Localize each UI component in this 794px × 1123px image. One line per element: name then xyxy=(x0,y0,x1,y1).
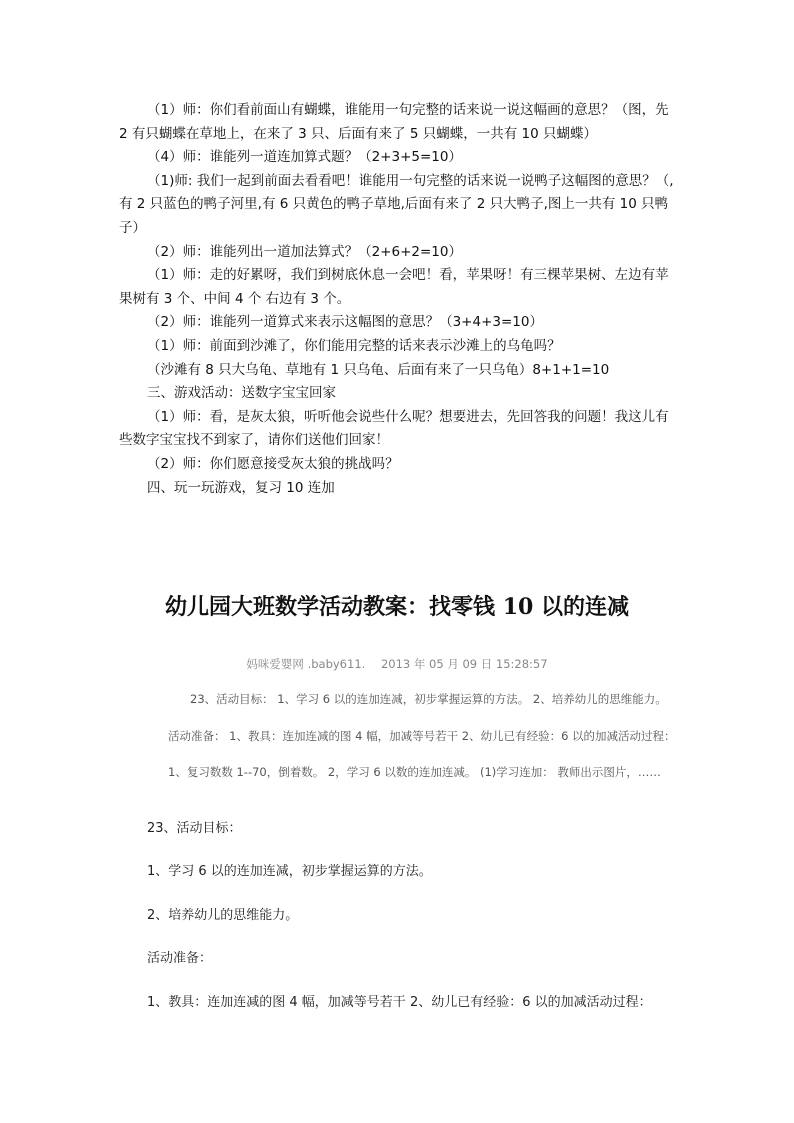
body-line: 1、教具：连加连减的图 4 幅，加减等号若干 2、幼儿已有经验：6 以的加减活动过程： xyxy=(147,995,652,1010)
body-line: 1、学习 6 以的连加连减，初步掌握运算的方法。 xyxy=(147,864,432,879)
article-source: 妈咪爱婴网 .baby611. xyxy=(246,657,366,671)
body-line: 23、活动目标： xyxy=(147,821,242,836)
paragraph: 四、玩一玩游戏，复习 10 连加 xyxy=(147,479,335,496)
paragraph: （1）师：看，是灰太狼，听听他会说些什么呢？想要进去，先回答我的问题！我这儿有些数字宝宝找不到家了，请你们送他们回家！ xyxy=(119,408,669,449)
summary-line: 活动准备： 1、教具：连加连减的图 4 幅，加减等号若干 2、幼儿已有经验：6 以的加减活动过程： xyxy=(168,729,676,743)
paragraph: （1）师：前面到沙滩了，你们能用完整的话来表示沙滩上的乌龟吗？ xyxy=(147,337,561,354)
article-meta xyxy=(0,656,794,672)
paragraph: （1）师：走的好累呀，我们到树底休息一会吧！看，苹果呀！有三棵苹果树、左边有苹果树有 3 个、中间 4 个 右边有 3 个。 xyxy=(119,267,669,307)
summary-line: 23、活动目标： 1、学习 6 以的连加连减，初步掌握运算的方法。 2、培养幼儿的思维能力。 xyxy=(190,692,667,706)
article-date: 2013 年 05 月 09 日 15:28:57 xyxy=(380,657,548,671)
paragraph: （2）师：谁能列一道算式来表示这幅图的意思？（3+4+3=10） xyxy=(147,314,543,331)
body-line: 活动准备： xyxy=(147,951,213,966)
paragraph: （1)师: 我们一起到前面去看看吧！谁能用一句完整的话来说一说鸭子这幅图的意思？（,有 2 只蓝色的鸭子河里,有 6 只黄色的鸭子草地,后面有来了 2 只大鸭子,图上一共有 10 只鸭子） xyxy=(119,172,674,236)
summary-line: 1、复习数数 1--70，倒着数。 2，学习 6 以数的连加连减。 (1)学习连加： 教师出示图片，…… xyxy=(168,765,661,779)
paragraph: 三、游戏活动：送数字宝宝回家 xyxy=(147,385,336,402)
article-title: 幼儿园大班数学活动教案：找零钱 10 以的连减 xyxy=(165,594,629,620)
paragraph: （2）师：谁能列出一道加法算式？（2+6+2=10） xyxy=(147,243,462,260)
lesson-steps xyxy=(119,99,675,500)
paragraph: （1）师：你们看前面山有蝴蝶，谁能用一句完整的话来说一说这幅画的意思？（图，先 2 有只蝴蝶在草地上，在来了 3 只、后面有来了 5 只蝴蝶，一共有 10 只蝴蝶） xyxy=(119,102,669,142)
paragraph: （沙滩有 8 只大乌龟、草地有 1 只乌龟、后面有来了一只乌龟）8+1+1=10 xyxy=(147,361,610,378)
body-line: 2、培养幼儿的思维能力。 xyxy=(147,908,299,923)
paragraph: （4）师：谁能列一道连加算式题？（2+3+5=10） xyxy=(147,149,462,166)
paragraph: （2）师：你们愿意接受灰太狼的挑战吗？ xyxy=(147,455,399,472)
